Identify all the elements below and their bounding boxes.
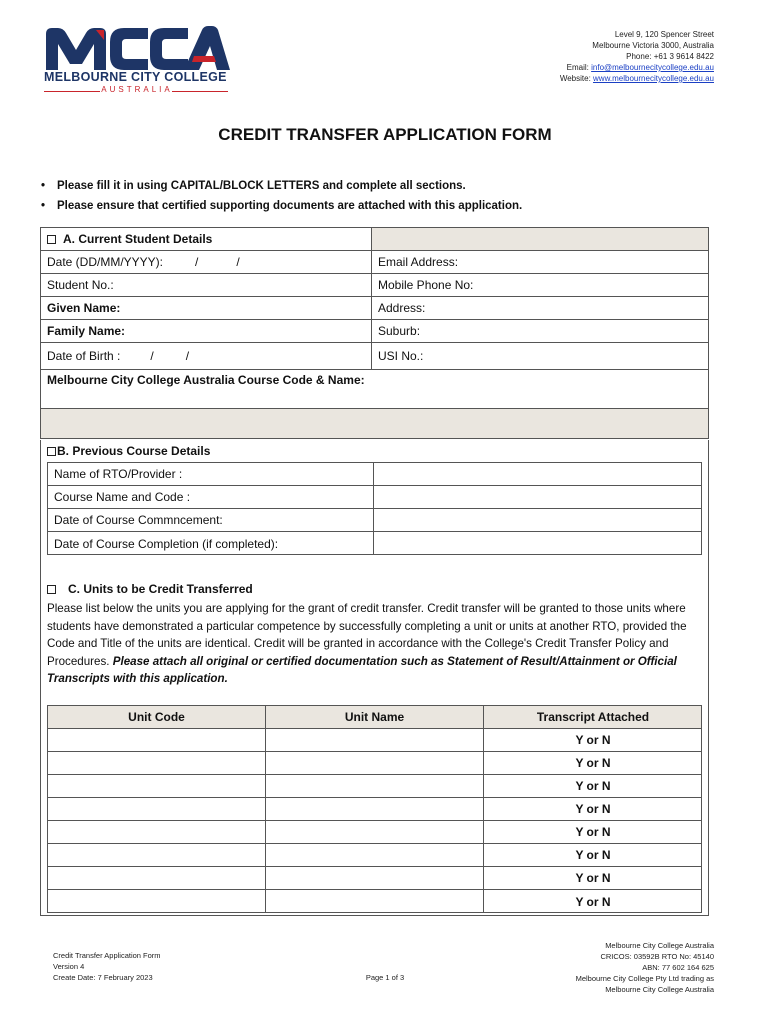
mobile-phone-field[interactable]: Mobile Phone No: [378,278,474,292]
footer-cricos: CRICOS: 03592B RTO No: 45140 [600,952,714,961]
footer-form-name: Credit Transfer Application Form [53,951,161,960]
footer-college-name: Melbourne City College Australia [605,941,714,950]
contact-block [560,29,714,84]
column-header-transcript: Transcript Attached [536,710,650,724]
footer-create-date: Create Date: 7 February 2023 [53,973,153,982]
section-c-text: Please list below the units you are applying for the grant of credit transfer. Credit transfer will be granted to those units where students have demonstrated a particular competence by successfully completing a unit or units at another RTO, provided the Code and Title of the units are identical. Credit will be granted in accordance with the College's Credit Transfer Policy and Procedures. [47,602,687,668]
column-divider [265,705,266,913]
section-c-emphasis: Please attach all original or certified documentation such as Statement of Result/Attainment or Official Transcripts with this application. [47,654,677,685]
commencement-date-field[interactable]: Date of Course Commncement: [54,513,223,527]
previous-course-field[interactable]: Course Name and Code : [54,490,191,504]
contact-website-label: Website: [559,74,594,83]
section-a-checkbox[interactable] [47,235,56,244]
course-field-shade [41,408,708,438]
page-border-right [708,440,709,915]
footer-abn: ABN: 77 602 164 625 [642,963,714,972]
page-border-left [40,440,41,915]
rto-provider-field[interactable]: Name of RTO/Provider : [54,467,183,481]
transcript-attached-cell[interactable]: Y or N [575,825,611,839]
section-b-title: B. Previous Course Details [57,444,211,458]
date-field[interactable] [41,251,371,273]
section-a-title: A. Current Student Details [63,232,213,246]
student-no-field[interactable]: Student No.: [47,278,114,292]
contact-address-line1: Level 9, 120 Spencer Street [614,30,714,39]
section-a-header-shade [371,228,708,250]
column-header-unit-code: Unit Code [128,710,185,724]
date-label: Date (DD/MM/YYYY): [47,255,164,269]
email-field[interactable]: Email Address: [378,255,459,269]
dob-slash: / [185,349,190,363]
given-name-field[interactable]: Given Name: [47,301,121,315]
dob-label: Date of Birth : [47,349,121,363]
transcript-attached-cell[interactable]: Y or N [575,894,611,909]
section-b-checkbox[interactable] [47,447,56,456]
form-title: CREDIT TRANSFER APPLICATION FORM [218,125,552,144]
section-a-heading [41,228,212,250]
transcript-attached-cell[interactable]: Y or N [575,848,611,862]
footer-right [576,940,714,995]
transcript-attached-cell[interactable]: Y or N [575,802,611,816]
contact-website-link[interactable]: www.melbournecitycollege.edu.au [593,74,714,83]
date-slash: / [236,255,240,269]
transcript-attached-cell[interactable]: Y or N [575,871,611,885]
course-code-name-field[interactable]: Melbourne City College Australia Course Code & Name: [47,373,365,387]
section-b-heading [41,441,210,461]
logo-college-name: MELBOURNE CITY COLLEGE [44,70,227,84]
footer-trading-name: Melbourne City College Australia [605,985,714,994]
transcript-attached-cell[interactable]: Y or N [575,756,611,770]
instructions-list [40,176,522,216]
family-name-field[interactable]: Family Name: [47,324,126,338]
transcript-attached-cell[interactable]: Y or N [575,733,611,747]
instruction-item: • Please fill it in using CAPITAL/BLOCK LETTERS and complete all sections. [40,176,522,196]
section-c-paragraph [47,600,707,688]
footer-page-number: Page 1 of 3 [365,973,405,982]
dob-field[interactable] [41,343,371,369]
footer-version: Version 4 [53,962,85,971]
completion-date-field[interactable]: Date of Course Completion (if completed): [54,536,279,551]
contact-email-label: Email: [566,63,592,72]
footer-trading: Melbourne City College Pty Ltd trading as [575,974,714,983]
date-slash: / [195,255,199,269]
transcript-attached-cell[interactable]: Y or N [575,779,611,793]
mcca-logo-mark [44,26,230,74]
logo-country: AUSTRALIA [101,85,173,94]
contact-phone: Phone: +61 3 9614 8422 [626,52,714,61]
section-c-checkbox[interactable] [47,585,56,594]
contact-email-link[interactable]: info@melbournecitycollege.edu.au [591,63,714,72]
usi-field[interactable]: USI No.: [378,349,424,363]
suburb-field[interactable]: Suburb: [378,324,421,338]
page-border-bottom [40,915,709,916]
dob-slash: / [150,349,154,363]
instruction-item: • Please ensure that certified supporting documents are attached with this application. [40,196,522,216]
column-header-unit-name: Unit Name [344,710,405,724]
section-c-heading [41,579,253,599]
row-line [40,408,709,409]
contact-address-line2: Melbourne Victoria 3000, Australia [592,41,714,50]
address-field[interactable]: Address: [378,301,426,315]
section-c-title: C. Units to be Credit Transferred [68,582,253,596]
